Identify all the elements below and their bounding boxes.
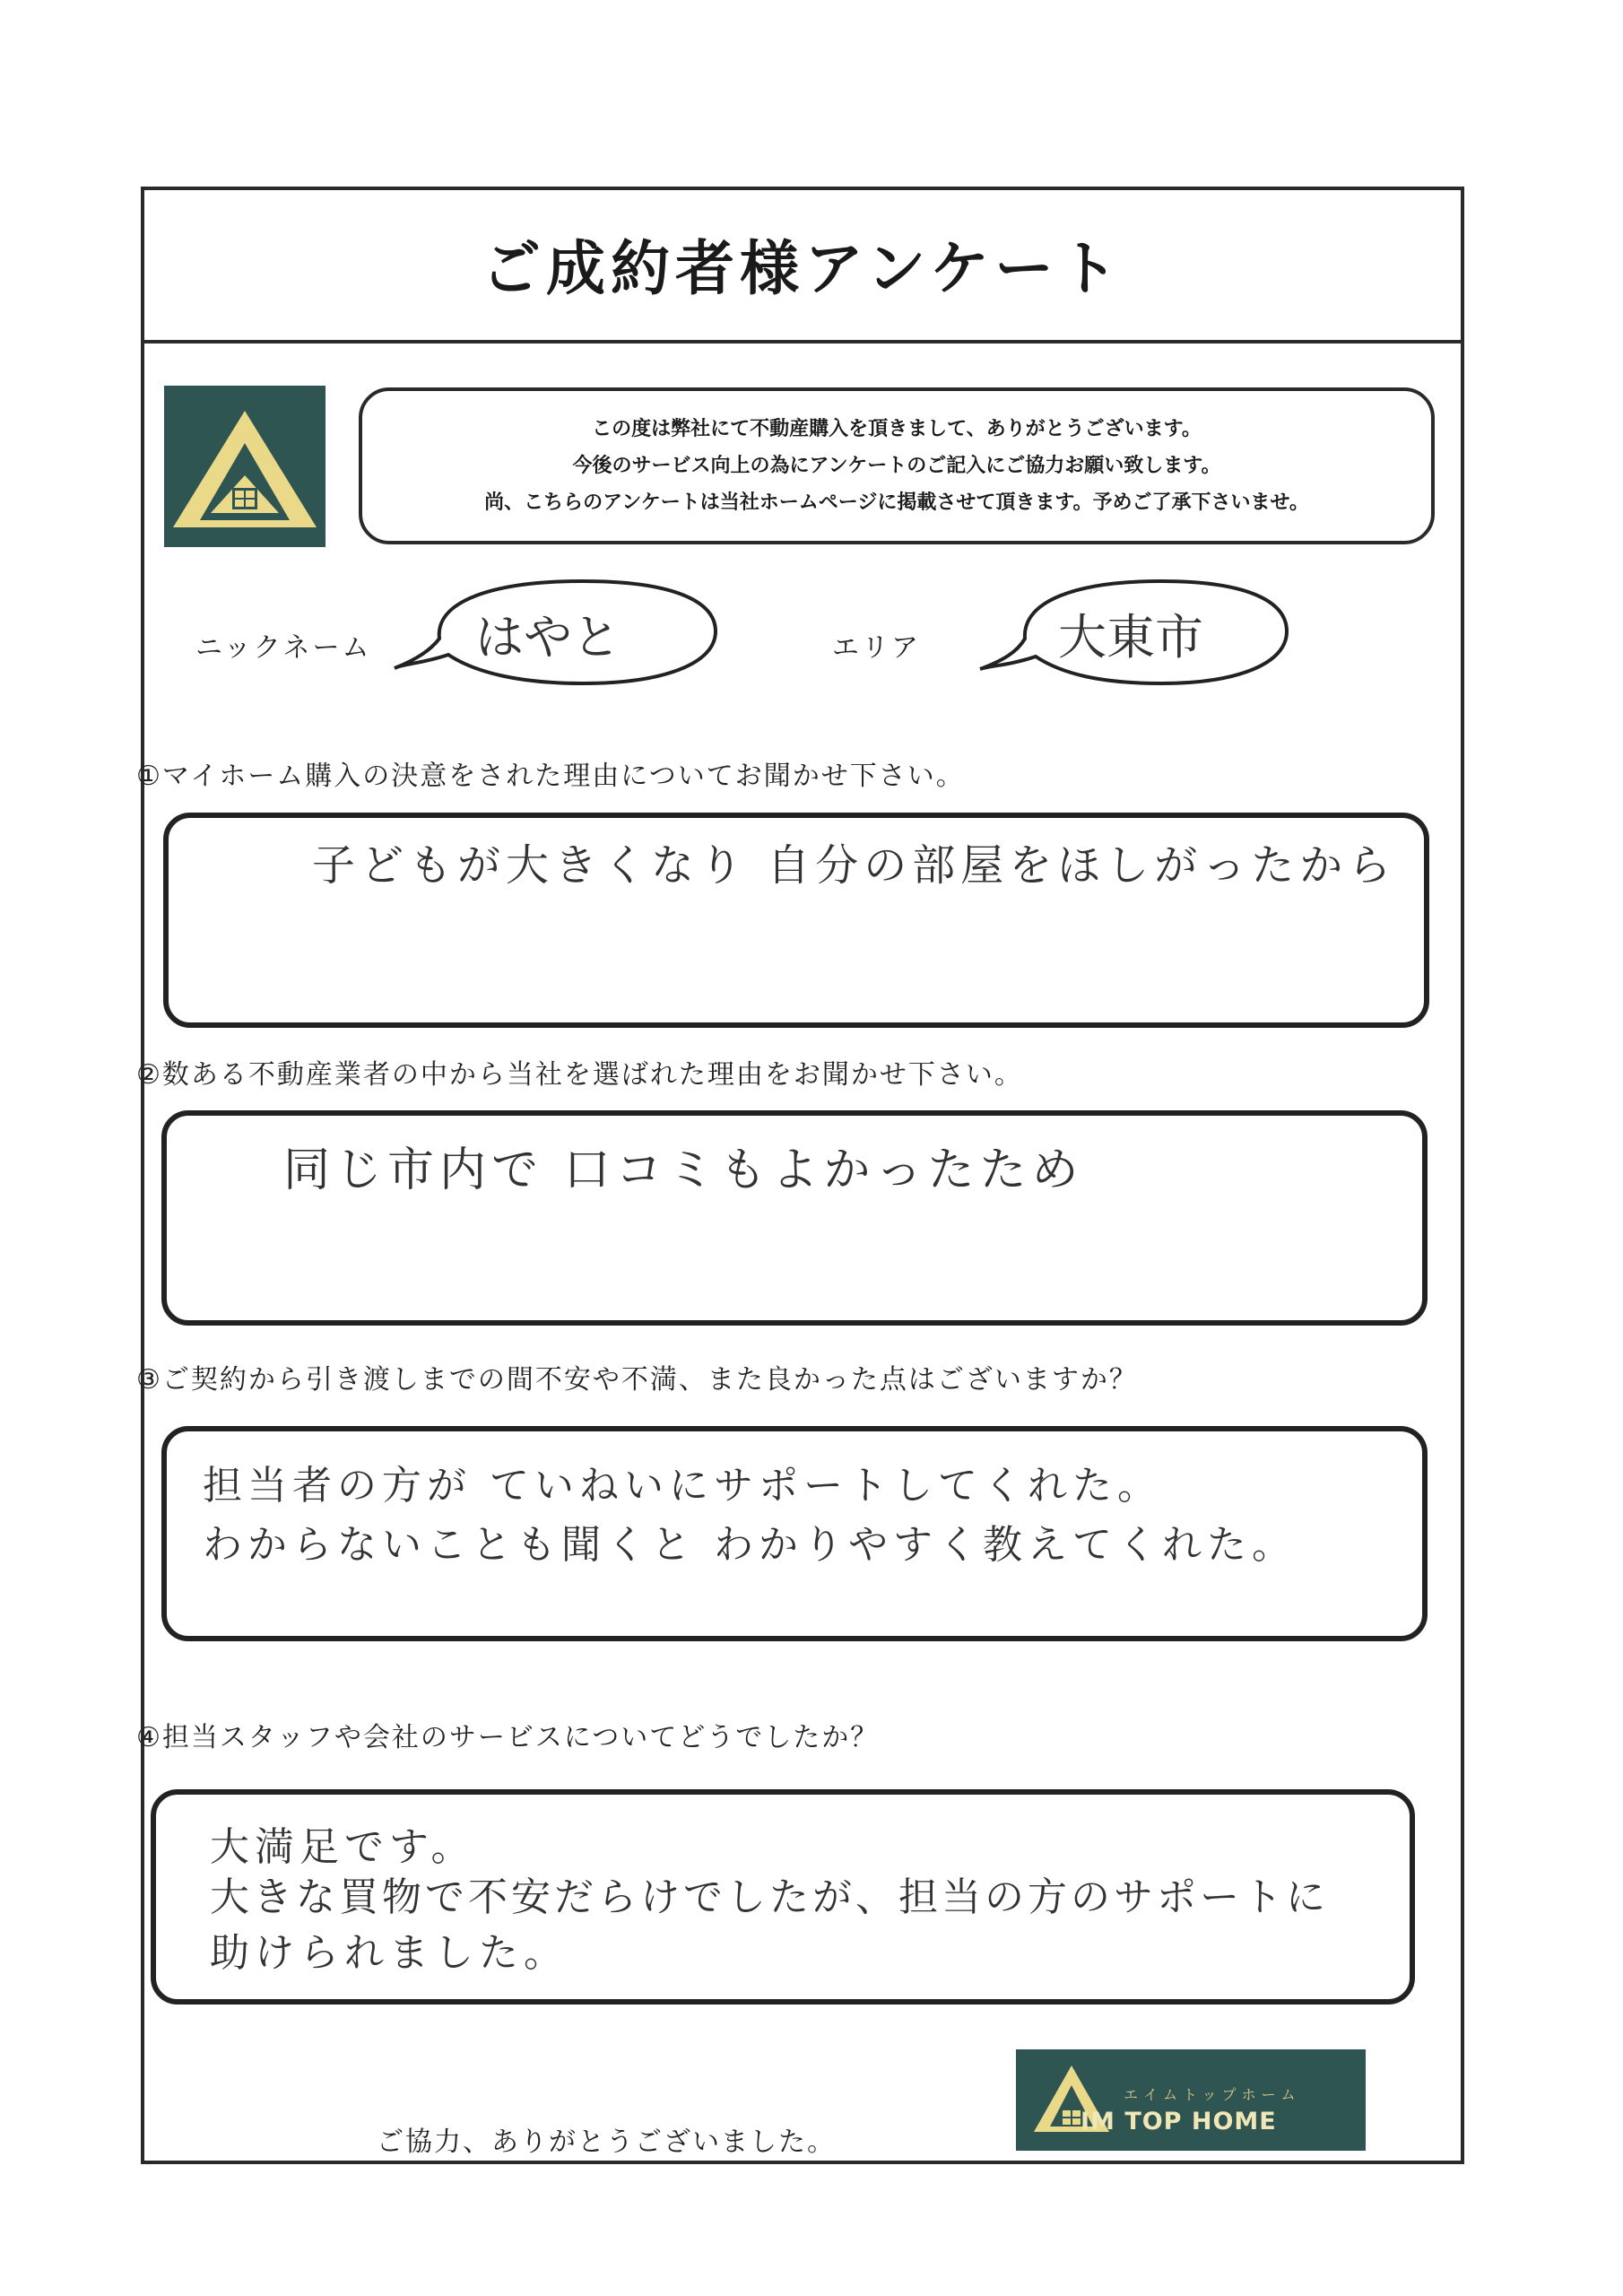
notice-line-1: この度は弊社にて不動産購入を頂きまして、ありがとうございます。: [592, 418, 1202, 440]
answer-4-line-3: 助けられました。: [210, 1930, 568, 1976]
notice-line-2: 今後のサービス向上の為にアンケートのご記入にご協力お願い致します。: [572, 455, 1221, 477]
answer-box-4: [151, 1789, 1415, 2005]
brand-house-icon: [1016, 2049, 1115, 2151]
question-3: ③ご契約から引き渡しまでの間不安や不満、また良かった点はございますか？: [136, 1364, 1138, 1396]
answer-box-2: [161, 1110, 1428, 1326]
brand-kana: エイムトップホーム: [1124, 2086, 1301, 2103]
answer-4-line-1: 大満足です。: [210, 1824, 476, 1870]
brand-name: IM TOP HOME: [1081, 2108, 1277, 2135]
notice-box: [359, 387, 1435, 544]
question-2: ②数ある不動産業者の中から当社を選ばれた理由をお聞かせ下さい。: [136, 1059, 1023, 1091]
notice-line-3: 尚、こちらのアンケートは当社ホームページに掲載させて頂きます。予めご了承下さいませ。: [484, 491, 1309, 514]
page-title: ご成約者様アンケート: [481, 234, 1124, 303]
closing-message: ご協力、ありがとうございました。: [377, 2126, 836, 2158]
answer-box-1: [163, 813, 1429, 1028]
area-label: エリア: [832, 632, 921, 664]
question-1: ①マイホーム購入の決意をされた理由についてお聞かせ下さい。: [136, 761, 965, 792]
company-logo: [164, 386, 325, 547]
answer-2-line-1: 同じ市内で 口コミもよかったため: [283, 1144, 1084, 1197]
house-logo-icon: [164, 386, 325, 547]
answer-3-line-1: 担当者の方が ていねいにサポートしてくれた。: [203, 1463, 1162, 1509]
nickname-label: ニックネーム: [195, 632, 372, 664]
question-4: ④担当スタッフや会社のサービスについてどうでしたか？: [136, 1722, 880, 1753]
answer-1-line-1: 子どもが大きくなり 自分の部屋をほしがったから: [312, 840, 1397, 891]
answer-4-line-2: 大きな買物で不安だらけでしたが、担当の方のサポートに: [210, 1874, 1329, 1920]
area-value: 大東市: [1058, 609, 1203, 665]
nickname-value: はやと: [475, 609, 621, 665]
answer-box-3: [161, 1426, 1428, 1641]
answer-3-line-2: わからないことも聞くと わかりやすく教えてくれた。: [203, 1522, 1297, 1568]
title-band: [141, 187, 1464, 344]
